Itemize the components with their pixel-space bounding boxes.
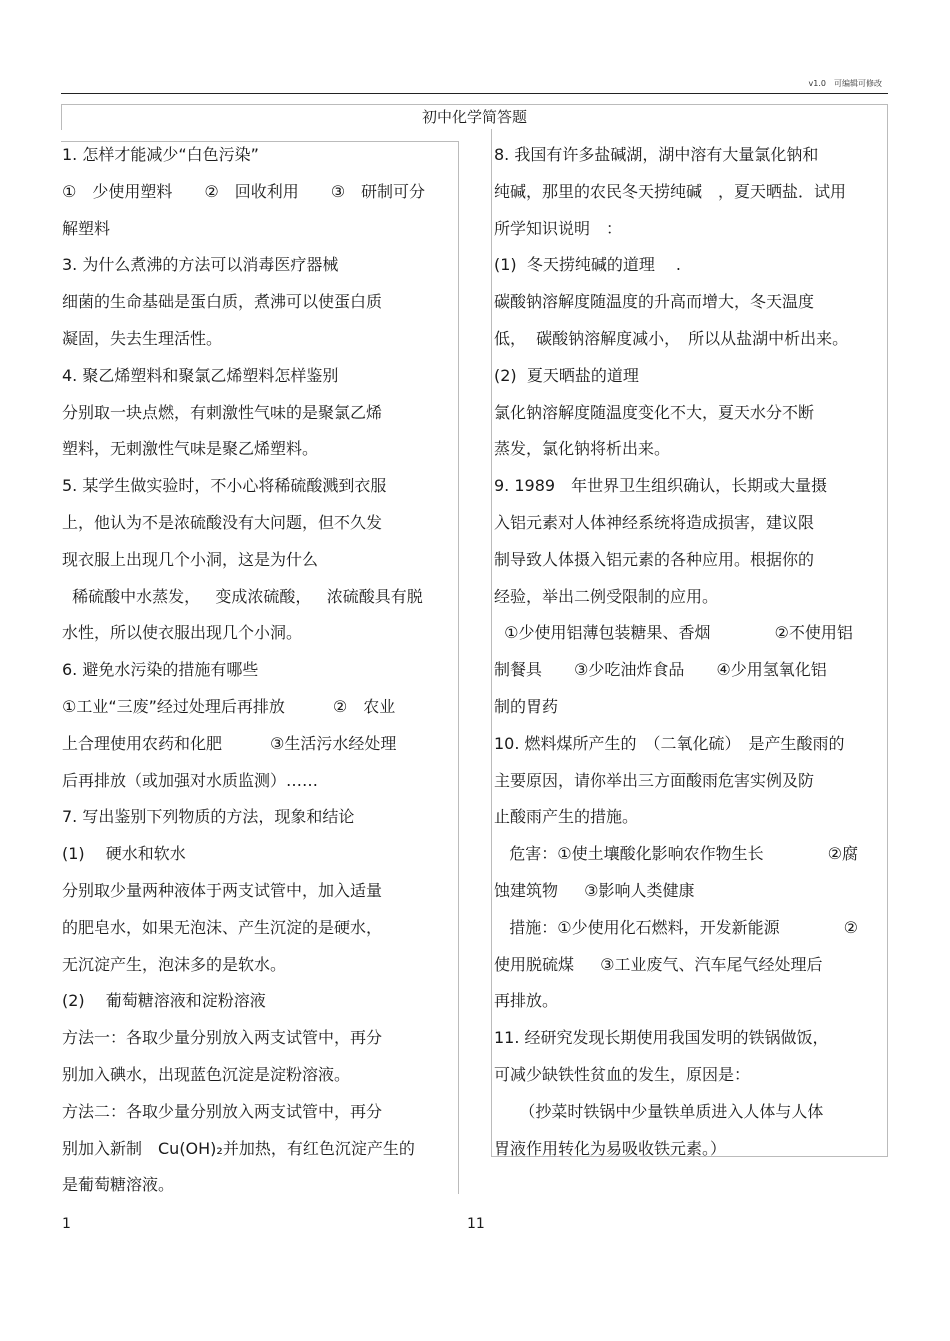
text-line: ①少使用铝薄包装糖果、香烟 ②不使用铝 (494, 623, 853, 643)
page-title: 初中化学简答题 (61, 104, 888, 130)
text-line: 氯化钠溶解度随温度变化不大，夏天水分不断 (494, 402, 815, 422)
text-line: 再排放。 (494, 991, 559, 1011)
version-note: v1.0 可编辑可修改 (808, 79, 882, 88)
header-rule (61, 93, 888, 94)
text-line: (1) 冬天捞纯碱的道理 . (494, 255, 682, 275)
text-line: 方法一：各取少量分别放入两支试管中，再分 (62, 1028, 383, 1048)
text-line: (2) 夏天晒盐的道理 (494, 365, 639, 385)
text-line: 细菌的生命基础是蛋白质，煮沸可以使蛋白质 (62, 292, 383, 312)
text-line: 上合理使用农药和化肥 ③生活污水经处理 (62, 733, 397, 753)
right-column (494, 137, 886, 1167)
text-line: 制导致人体摄入铝元素的各种应用。根据你的 (494, 549, 815, 569)
text-line: 别加入碘水，出现蓝色沉淀是淀粉溶液。 (62, 1064, 351, 1084)
text-line: 危害：①使土壤酸化影响农作物生长 ②腐 (494, 844, 858, 864)
text-line: 方法二：各取少量分别放入两支试管中，再分 (62, 1101, 383, 1121)
text-line: 6. 避免水污染的措施有哪些 (62, 660, 259, 680)
text-line: 主要原因，请你举出三方面酸雨危害实例及防 (494, 770, 815, 790)
left-column (62, 137, 452, 1204)
text-line: 现衣服上出现几个小洞，这是为什么 (62, 549, 319, 569)
text-line: 制餐具 ③少吃油炸食品 ④少用氢氧化铝 (494, 660, 827, 680)
text-line: 3. 为什么煮沸的方法可以消毒医疗器械 (62, 255, 339, 275)
text-line: 分别取少量两种液体于两支试管中，加入适量 (62, 880, 383, 900)
text-line: 蚀建筑物 ③影响人类健康 (494, 880, 695, 900)
text-line: 解塑料 (62, 218, 111, 238)
text-line: (2) 葡萄糖溶液和淀粉溶液 (62, 991, 266, 1011)
text-line: 凝固，失去生理活性。 (62, 328, 223, 348)
text-line: 4. 聚乙烯塑料和聚氯乙烯塑料怎样鉴别 (62, 365, 339, 385)
text-line: 后再排放（或加强对水质监测）…… (62, 770, 319, 790)
text-line: 止酸雨产生的措施。 (494, 807, 639, 827)
text-line: 无沉淀产生，泡沫多的是软水。 (62, 954, 287, 974)
text-line: 所学知识说明 ： (494, 218, 623, 238)
text-line: 5. 某学生做实验时，不小心将稀硫酸溅到衣服 (62, 476, 387, 496)
text-line: 制的胃药 (494, 696, 559, 716)
text-line: ① 少使用塑料 ② 回收利用 ③ 研制可分 (62, 181, 426, 201)
text-line: 是葡萄糖溶液。 (62, 1175, 175, 1195)
text-line: 的肥皂水，如果无泡沫、产生沉淀的是硬水， (62, 917, 383, 937)
text-line: （抄菜时铁锅中少量铁单质进入人体与人体 (494, 1101, 824, 1121)
text-line: 9. 1989 年世界卫生组织确认，长期或大量摄 (494, 476, 828, 496)
text-line: 低， 碳酸钠溶解度减小， 所以从盐湖中析出来。 (494, 328, 849, 348)
text-line: ①工业“三废”经过处理后再排放 ② 农业 (62, 696, 396, 716)
text-line: 别加入新制 Cu(OH)₂并加热，有红色沉淀产生的 (62, 1138, 415, 1158)
text-line: 使用脱硫煤 ③工业废气、汽车尾气经处理后 (494, 954, 823, 974)
text-line: 水性，所以使衣服出现几个小洞。 (62, 623, 303, 643)
text-line: 纯碱，那里的农民冬天捞纯碱 ，夏天晒盐．试用 (494, 181, 847, 201)
text-line: 塑料，无刺激性气味是聚乙烯塑料。 (62, 439, 319, 459)
text-line: 碳酸钠溶解度随温度的升高而增大，冬天温度 (494, 292, 815, 312)
page-number: 1 (62, 1216, 71, 1232)
text-line: 10. 燃料煤所产生的 （二氧化硫） 是产生酸雨的 (494, 733, 845, 753)
text-line: 措施：①少使用化石燃料，开发新能源 ② (494, 917, 858, 937)
text-line: 7. 写出鉴别下列物质的方法，现象和结论 (62, 807, 355, 827)
center-page-number: 11 (467, 1216, 485, 1232)
text-line: 1. 怎样才能减少“白色污染” (62, 145, 259, 164)
text-line: 入铝元素对人体神经系统将造成损害，建议限 (494, 512, 815, 532)
text-line: 胃液作用转化为易吸收铁元素。） (494, 1138, 727, 1158)
text-line: 8. 我国有许多盐碱湖，湖中溶有大量氯化钠和 (494, 145, 819, 164)
text-line: 上，他认为不是浓硫酸没有大问题，但不久发 (62, 512, 383, 532)
text-line: (1) 硬水和软水 (62, 844, 186, 864)
text-line: 经验，举出二例受限制的应用。 (494, 586, 719, 606)
text-line: 分别取一块点燃，有刺激性气味的是聚氯乙烯 (62, 402, 383, 422)
text-line: 稀硫酸中水蒸发， 变成浓硫酸， 浓硫酸具有脱 (62, 586, 423, 606)
text-line: 蒸发，氯化钠将析出来。 (494, 439, 671, 459)
text-line: 可减少缺铁性贫血的发生，原因是： (494, 1064, 751, 1084)
text-line: 11. 经研究发现长期使用我国发明的铁锅做饭， (494, 1028, 829, 1048)
